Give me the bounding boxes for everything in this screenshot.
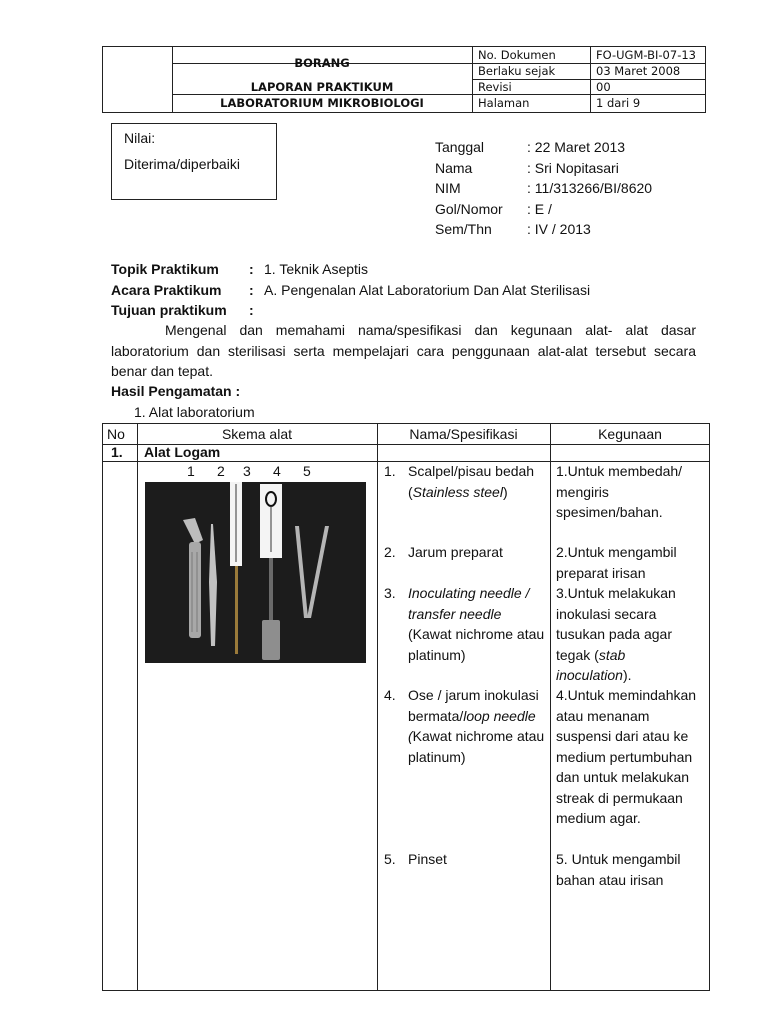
nim-label: NIM (435, 180, 461, 196)
objective-label: Tujuan praktikum (111, 302, 227, 318)
valid-since-value: 03 Maret 2008 (596, 64, 681, 78)
grade-label: Nilai: (124, 130, 156, 146)
page-value: 1 dari 9 (596, 96, 641, 110)
activity-label: Acara Praktikum (111, 282, 222, 298)
item-1-usage: 1.Untuk membedah/ mengiris spesimen/bahan. (556, 463, 683, 520)
activity-value: A. Pengenalan Alat Laboratorium Dan Alat Sterilisasi (264, 282, 591, 298)
results-heading: Hasil Pengamatan : (111, 383, 241, 399)
section-title: Alat Logam (144, 444, 221, 460)
page-label: Halaman (478, 96, 530, 110)
borang-title: BORANG (294, 56, 350, 70)
group-label: Gol/Nomor (435, 200, 503, 217)
item-2-usage: 2.Untuk mengambil preparat irisan (556, 544, 677, 581)
item-4-usage: 4.Untuk memindahkan atau menanam suspensi dari atau ke medium pertumbuhan dan untuk melakukan streak di permukaan medium agar. (556, 687, 697, 826)
equipment-table: No Skema alat Nama/Spesifikasi Kegunaan 1. Alat Logam 1 2 3 4 5 1. Scalpel/pisau bedah (Stainless steel) 2. Jarum preparat 3. Inoculating needle / transfer needle (Kawat nichrome atau platinum) 4. Ose / jarum inokulasi bermata/loop needle (Kawat nichrome atau platinum) 5. Pinset 1.Untuk membedah/ mengiris spesimen/bahan. 2.Untuk mengambil preparat irisan 3.Untuk melakukan inokulasi secara tusukan pada agar tegak (stab inoculation). 4.Untuk memindahkan atau menanam suspensi dari atau ke medium pertumbuhan dan untuk melakukan streak di permukaan medium agar. 5. Untuk mengambil bahan atau irisan (102, 423, 710, 991)
valid-since-label: Berlaku sejak (478, 64, 556, 78)
header-usage: Kegunaan (598, 426, 662, 442)
group-value: : E / (527, 200, 552, 217)
laboratorium-title: LABORATORIUM MIKROBIOLOGI (220, 96, 424, 110)
header-no: No (107, 426, 125, 442)
nim-value: : 11/313266/BI/8620 (527, 180, 653, 196)
objective-text: Mengenal dan memahami nama/spesifikasi dan kegunaan alat- alat dasar laboratorium dan sterilisasi serta mempelajari cara penggunaan alat-alat tersebut secara benar dan tepat. (111, 322, 696, 379)
activity-sep: : (249, 282, 254, 298)
name-value: : Sri Nopitasari (527, 159, 619, 176)
photo-number-5: 5 (303, 463, 311, 479)
accepted-revised-label: Diterima/diperbaiki (124, 156, 240, 172)
name-label: Nama (435, 159, 473, 176)
photo-number-1: 1 (187, 463, 195, 479)
laporan-title: LAPORAN PRAKTIKUM (250, 80, 394, 94)
photo-number-4: 4 (273, 463, 281, 479)
document-header-table (102, 46, 706, 113)
metal-tools-illustration (145, 482, 366, 663)
semester-value: : IV / 2013 (527, 221, 591, 237)
topic-label: Topik Praktikum (111, 261, 219, 277)
semester-label: Sem/Thn (435, 221, 492, 237)
doc-number-label: No. Dokumen (478, 48, 556, 62)
revision-value: 00 (596, 80, 611, 94)
header-schema: Skema alat (221, 426, 293, 442)
item-5-usage: 5. Untuk mengambil bahan atau irisan (556, 851, 681, 888)
photo-number-2: 2 (217, 463, 225, 479)
header-name-spec: Nama/Spesifikasi (409, 426, 518, 442)
metal-tools-photo (145, 482, 366, 663)
section-number: 1. (111, 444, 123, 460)
item-3-usage: 3.Untuk melakukan inokulasi secara tusukan pada agar tegak (stab inoculation). (556, 585, 676, 683)
topic-sep: : (249, 261, 254, 277)
photo-number-3: 3 (243, 463, 251, 479)
objective-sep: : (249, 302, 254, 318)
lab-equipment-subheading: 1. Alat laboratorium (134, 404, 255, 420)
grade-box (111, 123, 277, 200)
revision-label: Revisi (478, 80, 512, 94)
topic-value: 1. Teknik Aseptis (264, 261, 369, 277)
date-value: : 22 Maret 2013 (527, 139, 626, 155)
doc-number-value: FO-UGM-BI-07-13 (596, 48, 696, 62)
date-label: Tanggal (435, 139, 485, 155)
